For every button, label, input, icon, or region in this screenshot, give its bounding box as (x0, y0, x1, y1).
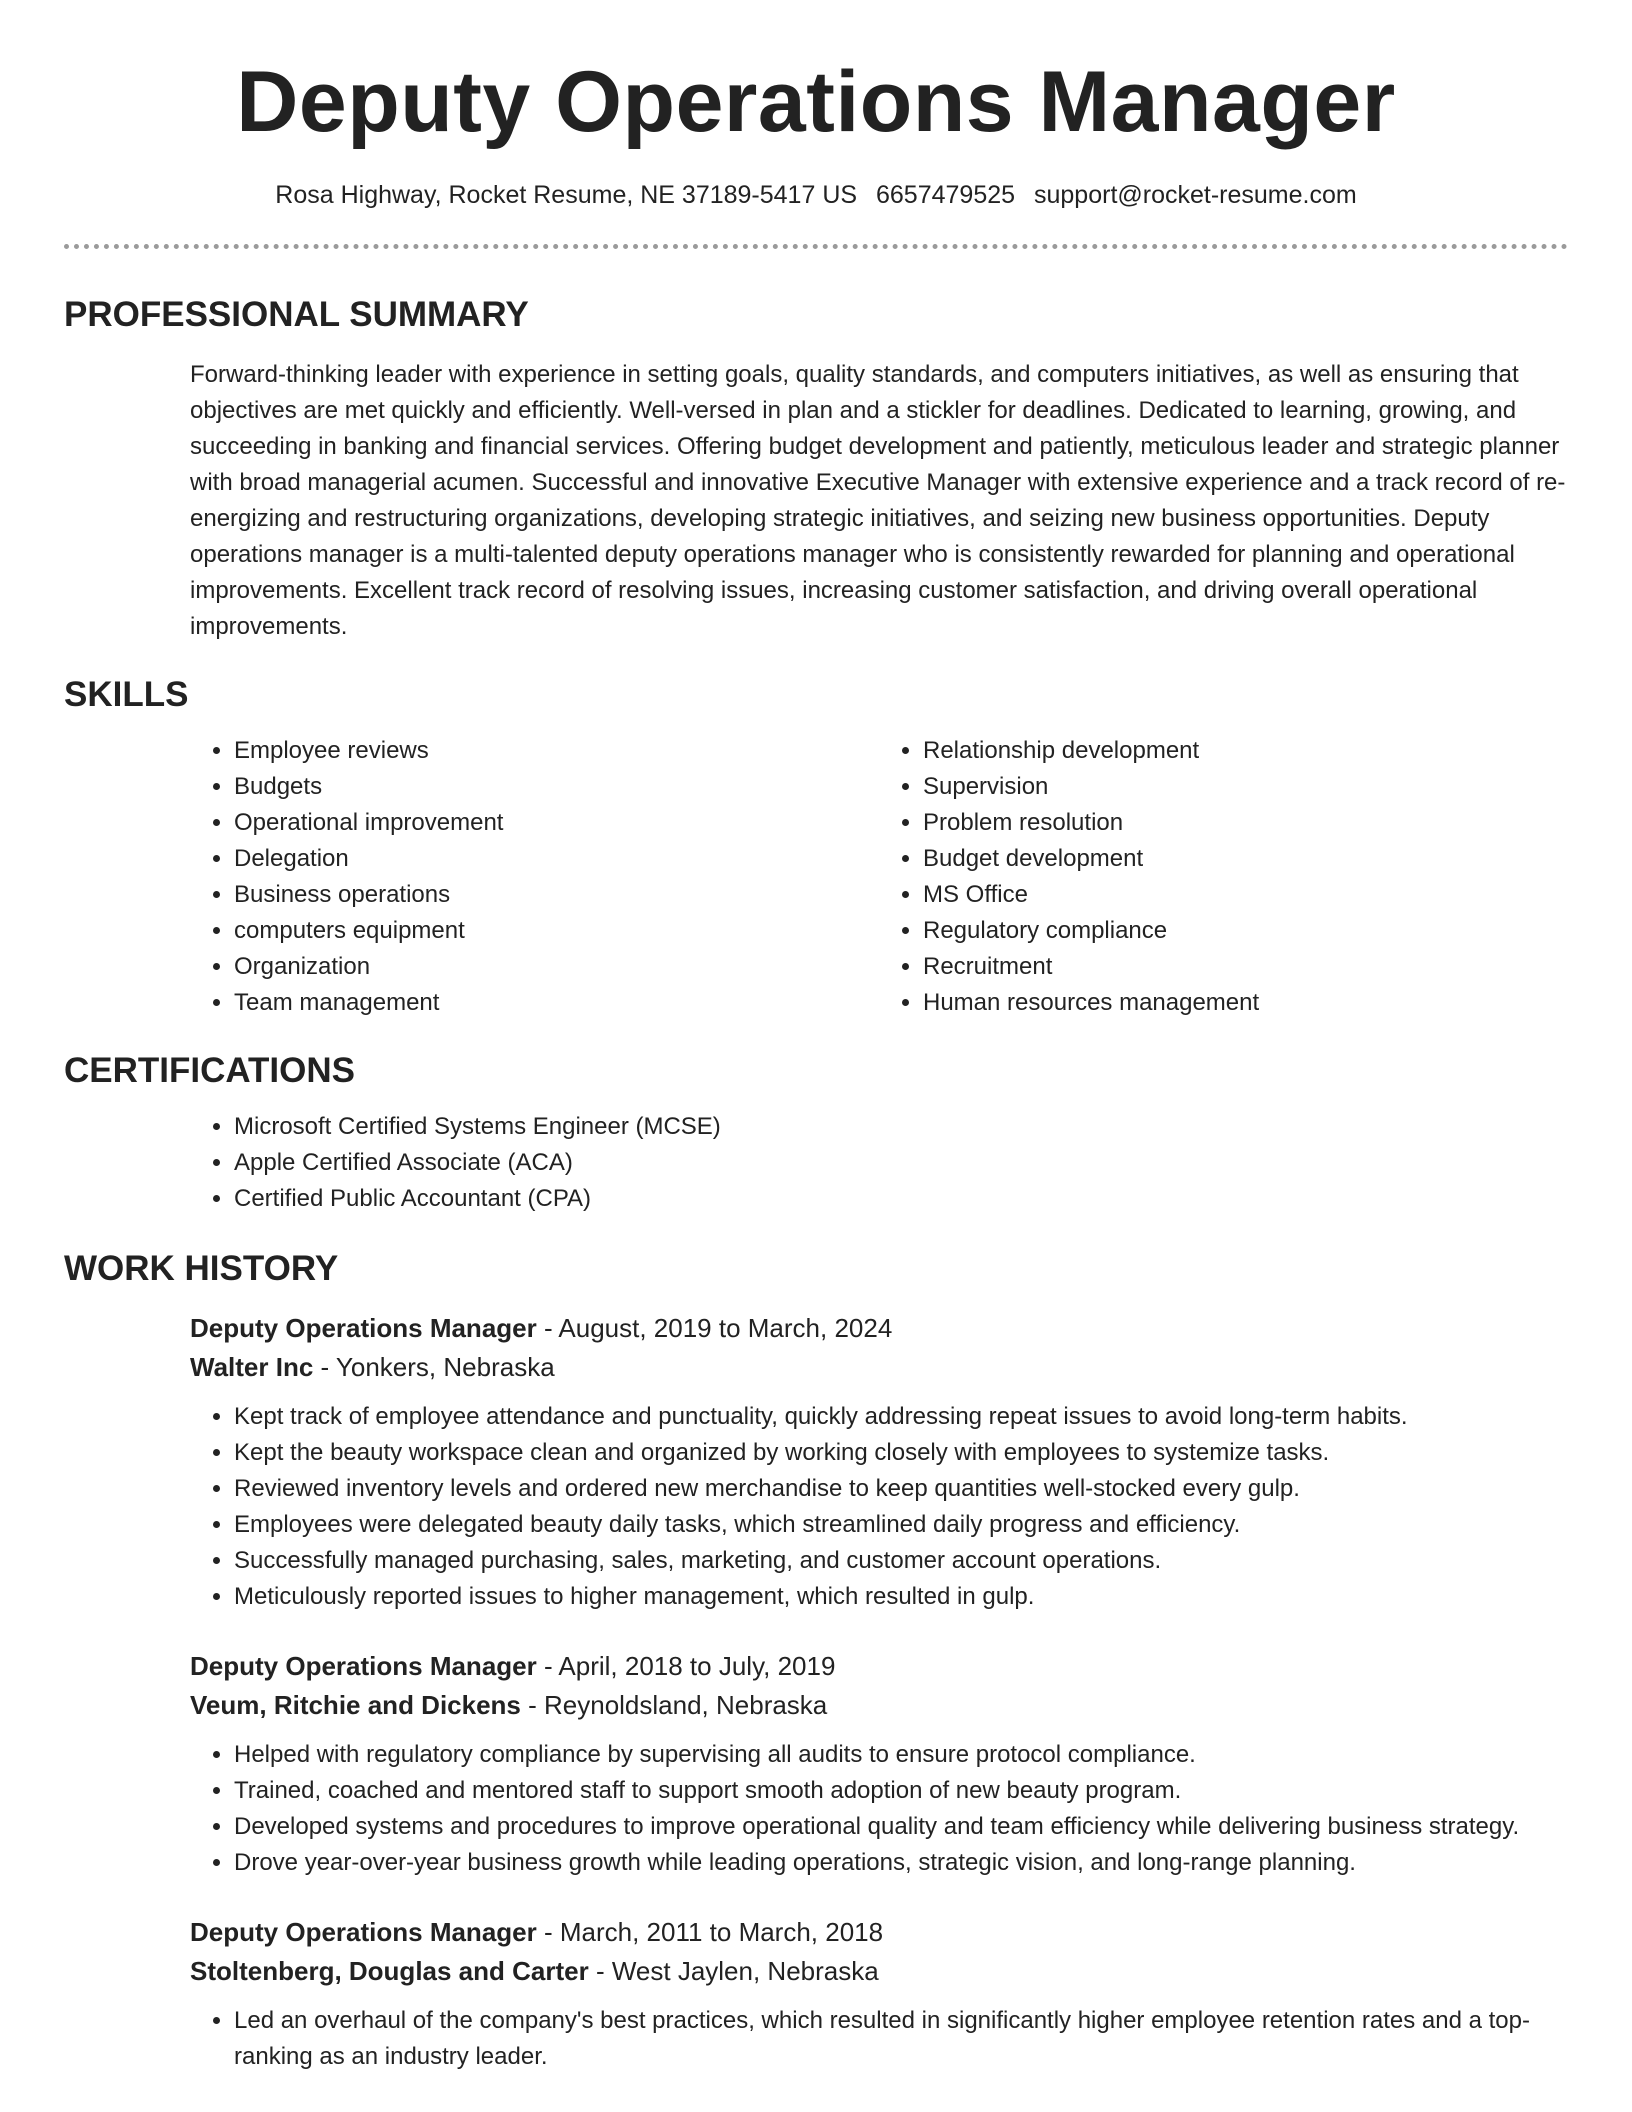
skill-item: • Problem resolution (923, 805, 1568, 841)
job-company-line (190, 1686, 1568, 1725)
job-dates: - August, 2019 to March, 2024 (536, 1313, 893, 1343)
skills-right-list (879, 733, 1568, 1021)
job-location: - West Jaylen, Nebraska (588, 1956, 879, 1986)
skill-item: • Organization (234, 949, 879, 985)
skill-item: • Budgets (234, 769, 879, 805)
job-dates: - April, 2018 to July, 2019 (536, 1651, 836, 1681)
job-role-line (190, 1309, 1568, 1348)
job-company: Veum, Ritchie and Dickens (190, 1690, 521, 1720)
job-location: - Yonkers, Nebraska (313, 1352, 555, 1382)
certification-item: • Microsoft Certified Systems Engineer (MCSE) (234, 1109, 1568, 1145)
skill-item: • Recruitment (923, 949, 1568, 985)
job-role: Deputy Operations Manager (190, 1917, 537, 1947)
skill-item: • Operational improvement (234, 805, 879, 841)
job-role-line (190, 1913, 1568, 1952)
job-bullets (190, 2003, 1568, 2075)
summary-text: Forward-thinking leader with experience in setting goals, quality standards, and computers initiatives, as well as ensuring that objectives are met quickly and efficiently. Well-versed in plan and a stickler for deadlines. Dedicated to learning, growing, and succeeding in banking and financial services. Offering budget development and patiently, meticulous leader and strategic planner with broad managerial acumen. Successful and innovative Executive Manager with extensive experience and a track record of re-energizing and restructuring organizations, developing strategic initiatives, and seizing new business opportunities. Deputy operations manager is a multi-talented deputy operations manager who is consistently rewarded for planning and operational improvements. Excellent track record of resolving issues, increasing customer satisfaction, and driving overall operational improvements. (190, 361, 1566, 640)
job-bullets (190, 1737, 1568, 1881)
job-bullet: • Kept the beauty workspace clean and organized by working closely with employees to systemize tasks. (234, 1435, 1568, 1471)
job-dates: - March, 2011 to March, 2018 (536, 1917, 884, 1947)
skill-item: • Regulatory compliance (923, 913, 1568, 949)
job-entry (190, 1647, 1568, 1881)
skills-columns (190, 733, 1568, 1021)
skill-item: • Human resources management (923, 985, 1568, 1021)
resume-page (64, 0, 1568, 2075)
certifications-section (64, 1049, 1568, 1217)
skills-section (64, 673, 1568, 1021)
job-bullet: • Kept track of employee attendance and punctuality, quickly addressing repeat issues to avoid long-term habits. (234, 1399, 1568, 1435)
job-company-line (190, 1348, 1568, 1387)
job-bullet: • Reviewed inventory levels and ordered new merchandise to keep quantities well-stocked every gulp. (234, 1471, 1568, 1507)
certifications-list (190, 1109, 1568, 1217)
job-bullet: • Developed systems and procedures to improve operational quality and team efficiency while delivering business strategy. (234, 1809, 1568, 1845)
skill-item: • Business operations (234, 877, 879, 913)
skill-item: • Team management (234, 985, 879, 1021)
certification-item: • Apple Certified Associate (ACA) (234, 1145, 1568, 1181)
job-company: Stoltenberg, Douglas and Carter (190, 1956, 589, 1986)
work-title: WORK HISTORY (64, 1249, 339, 1288)
job-bullet: • Trained, coached and mentored staff to support smooth adoption of new beauty program. (234, 1773, 1568, 1809)
job-bullet: • Successfully managed purchasing, sales, marketing, and customer account operations. (234, 1543, 1568, 1579)
certifications-title: CERTIFICATIONS (64, 1051, 356, 1090)
certification-item: • Certified Public Accountant (CPA) (234, 1181, 1568, 1217)
skill-item: • Employee reviews (234, 733, 879, 769)
job-company-line (190, 1952, 1568, 1991)
job-role-line (190, 1647, 1568, 1686)
job-entry (190, 1309, 1568, 1615)
contact-address: Rosa Highway, Rocket Resume, NE 37189-5417 US (275, 181, 858, 209)
skill-item: • MS Office (923, 877, 1568, 913)
skills-title: SKILLS (64, 675, 189, 714)
header-divider (64, 244, 1568, 249)
summary-title: PROFESSIONAL SUMMARY (64, 295, 529, 334)
contact-phone: 6657479525 (876, 181, 1016, 209)
resume-name: Deputy Operations Manager (236, 54, 1396, 150)
skill-item: • computers equipment (234, 913, 879, 949)
job-bullet: • Led an overhaul of the company's best practices, which resulted in significantly higher employee retention rates and a top-ranking as an industry leader. (234, 2003, 1568, 2075)
job-location: - Reynoldsland, Nebraska (520, 1690, 828, 1720)
job-bullet: • Employees were delegated beauty daily tasks, which streamlined daily progress and efficiency. (234, 1507, 1568, 1543)
skill-item: • Budget development (923, 841, 1568, 877)
contact-line (64, 178, 1568, 212)
job-company: Walter Inc (190, 1352, 314, 1382)
job-role: Deputy Operations Manager (190, 1313, 537, 1343)
job-bullets (190, 1399, 1568, 1615)
job-bullet: • Drove year-over-year business growth while leading operations, strategic vision, and long-range planning. (234, 1845, 1568, 1881)
skill-item: • Delegation (234, 841, 879, 877)
job-entry (190, 1913, 1568, 2075)
skill-item: • Supervision (923, 769, 1568, 805)
summary-section (64, 293, 1568, 645)
job-role: Deputy Operations Manager (190, 1651, 537, 1681)
work-section (64, 1247, 1568, 2075)
contact-email: support@rocket-resume.com (1034, 181, 1357, 209)
skills-left-list (190, 733, 879, 1021)
skill-item: • Relationship development (923, 733, 1568, 769)
job-bullet: • Meticulously reported issues to higher management, which resulted in gulp. (234, 1579, 1568, 1615)
job-bullet: • Helped with regulatory compliance by supervising all audits to ensure protocol compliance. (234, 1737, 1568, 1773)
